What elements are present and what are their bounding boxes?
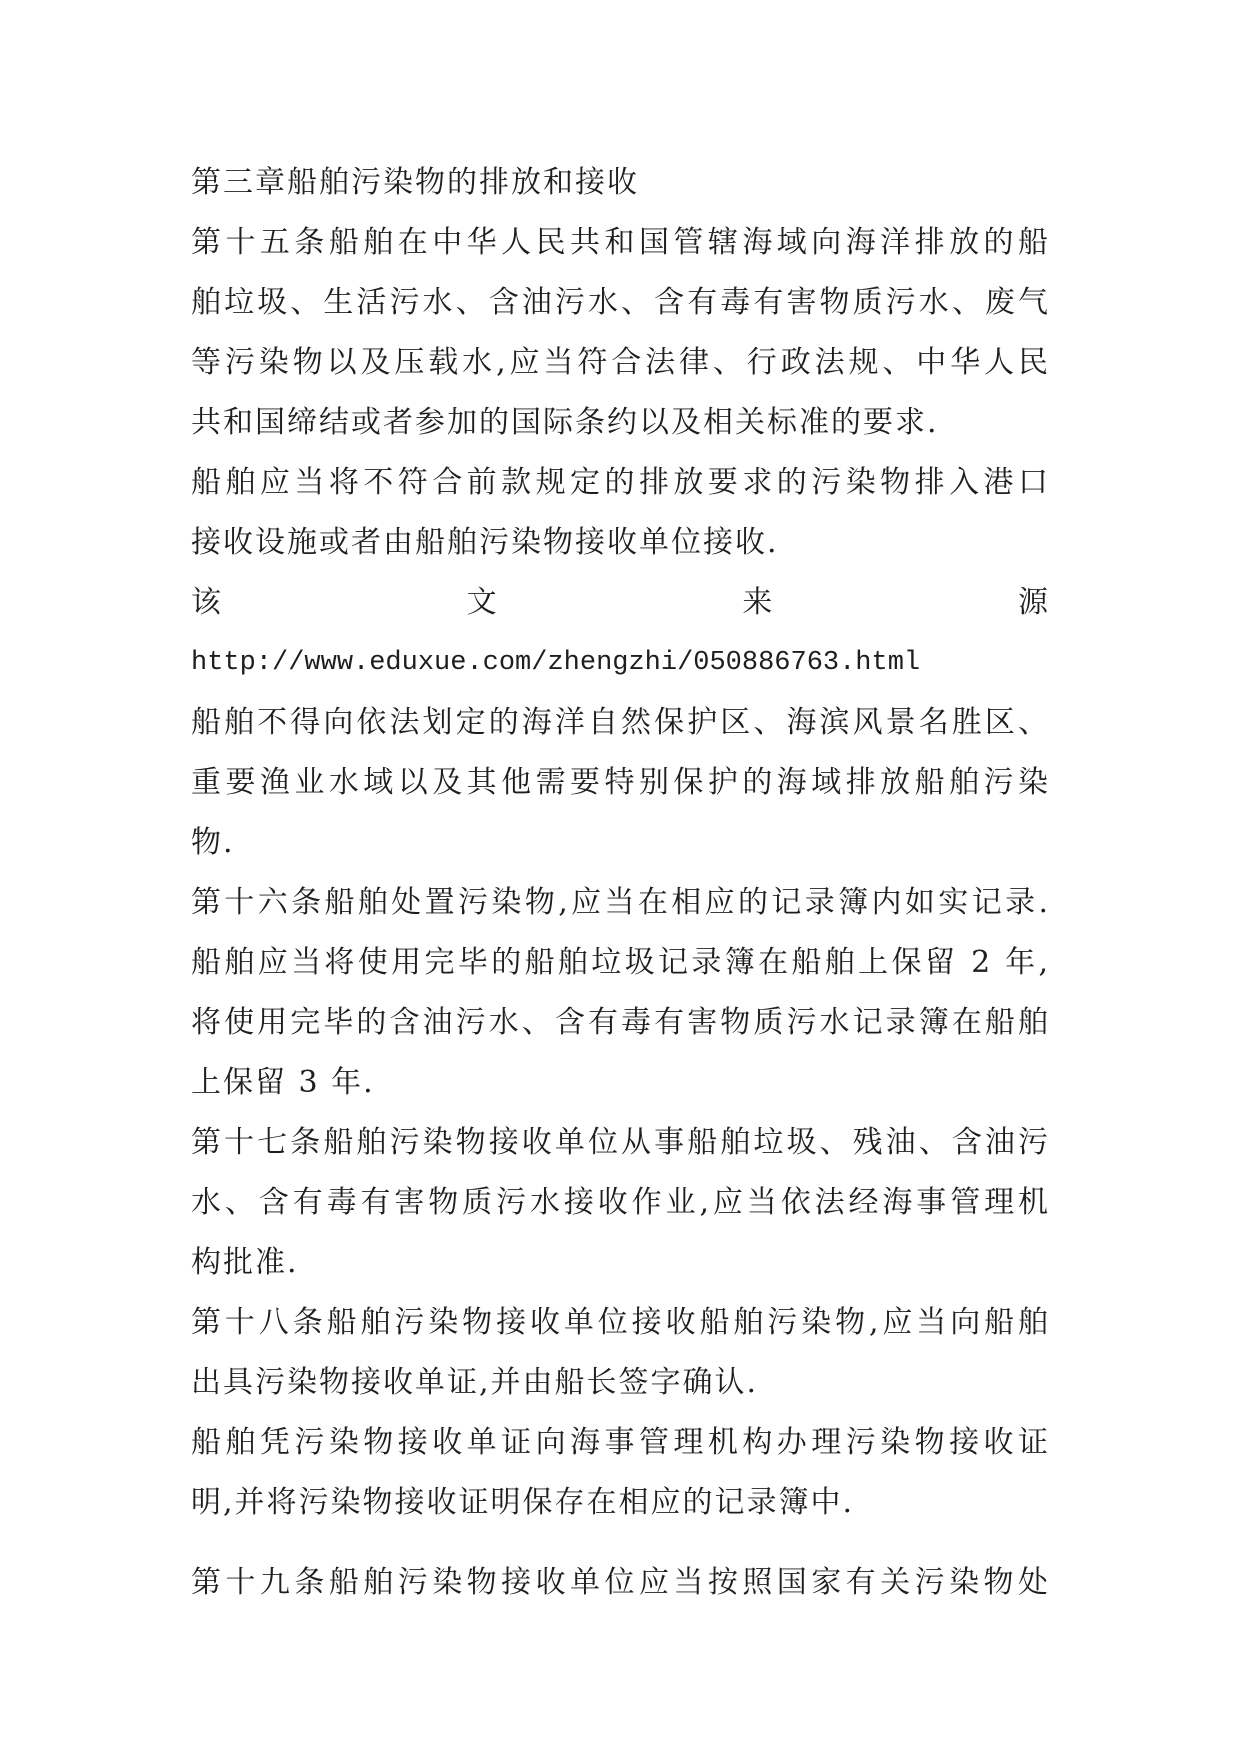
text-line: 船舶应当将不符合前款规定的排放要求的污染物排入港口 [191, 465, 1050, 500]
source-label: 该 文 来 源 [191, 585, 1050, 620]
text-line: 船舶凭污染物接收单证向海事管理机构办理污染物接收证 [191, 1425, 1050, 1460]
document-body [191, 153, 1050, 1613]
text-line: 等污染物以及压载水,应当符合法律、行政法规、中华人民 [191, 345, 1050, 380]
text-line: 明,并将污染物接收证明保存在相应的记录簿中. [191, 1485, 855, 1520]
source-url: http://www.eduxue.com/zhengzhi/050886763.html [191, 648, 921, 678]
text-line: 第十九条船舶污染物接收单位应当按照国家有关污染物处 [191, 1565, 1050, 1600]
text-line: 构批准. [191, 1245, 299, 1280]
text-line: 第十七条船舶污染物接收单位从事船舶垃圾、残油、含油污 [191, 1125, 1050, 1160]
text-line: 物. [191, 825, 235, 860]
chapter-title: 第三章船舶污染物的排放和接收 [191, 165, 639, 200]
text-line: 重要渔业水域以及其他需要特别保护的海域排放船舶污染 [191, 765, 1050, 800]
text-line: 船舶不得向依法划定的海洋自然保护区、海滨风景名胜区、 [191, 705, 1050, 740]
text-line: 第十八条船舶污染物接收单位接收船舶污染物,应当向船舶 [191, 1305, 1050, 1340]
text-line: 接收设施或者由船舶污染物接收单位接收. [191, 525, 779, 560]
text-line: 第十五条船舶在中华人民共和国管辖海域向海洋排放的船 [191, 225, 1050, 260]
text-line: 第十六条船舶处置污染物,应当在相应的记录簿内如实记录. [191, 885, 1050, 920]
text-line: 船舶应当将使用完毕的船舶垃圾记录簿在船舶上保留 2 年, [191, 945, 1050, 980]
text-line: 舶垃圾、生活污水、含油污水、含有毒有害物质污水、废气 [191, 285, 1050, 320]
text-line: 上保留 3 年. [191, 1065, 375, 1100]
text-line: 水、含有毒有害物质污水接收作业,应当依法经海事管理机 [191, 1185, 1050, 1220]
text-line: 将使用完毕的含油污水、含有毒有害物质污水记录簿在船舶 [191, 1005, 1050, 1040]
text-line: 出具污染物接收单证,并由船长签字确认. [191, 1365, 759, 1400]
text-line: 共和国缔结或者参加的国际条约以及相关标准的要求. [191, 405, 939, 440]
